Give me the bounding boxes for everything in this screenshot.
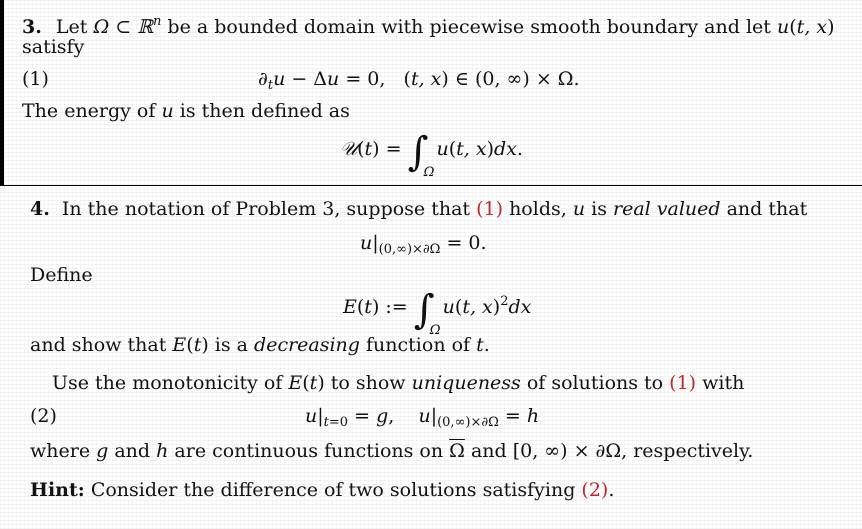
where-sentence: where g and h are continuous functions on $\overline{\Omega}$ and [0, ∞) × ∂Ω, respectively. [30, 440, 754, 462]
use-sentence: Use the monotonicity of E(t) to show uniqueness of solutions to (1) with [52, 372, 745, 394]
E-definition: E(t) := ∫ Ω u(t, x)$^2$dx [343, 287, 532, 338]
eq-1: $\partial_tu - \Delta u = 0$, (t, x) ∈ (0, ∞) × Ω. [258, 68, 580, 93]
boundary-condition: $u|_{(0,\infty)\times\partial\Omega} = 0$. [360, 232, 487, 257]
show-sentence: and show that E(t) is a decreasing function of t. [30, 334, 490, 356]
eq-2-label: (2) [30, 405, 57, 427]
hint-label: Hint: [30, 479, 85, 501]
energy-definition: 𝒰(t) = ∫ Ω u(t, x)dx. [340, 129, 523, 180]
problem-3-line-2: satisfy [22, 36, 85, 58]
problem-4-line-1: 4. In the notation of Problem 3, suppose that (1) holds, u is real valued and that [30, 198, 808, 220]
ref-eq-2[interactable]: (2) [581, 479, 609, 501]
problem-3-number: 3. [22, 16, 42, 38]
hint-line: Hint: Consider the difference of two solutions satisfying (2). [30, 479, 615, 501]
eq-1-label: (1) [22, 68, 49, 90]
problem-3-line-1: 3. Let Ω ⊂ ℝ$^n$ be a bounded domain with piecewise smooth boundary and let u(t, x) [22, 14, 835, 38]
define-label: Define [30, 264, 93, 286]
energy-sentence: The energy of u is then defined as [22, 100, 350, 122]
eq-2: $u|_{t=0} = g$, $u|_{(0,\infty)\times\partial\Omega} = h$ [305, 405, 540, 430]
ref-eq-1[interactable]: (1) [476, 198, 504, 220]
problem-4-number: 4. [30, 198, 50, 220]
ref-eq-1-b[interactable]: (1) [669, 372, 697, 394]
